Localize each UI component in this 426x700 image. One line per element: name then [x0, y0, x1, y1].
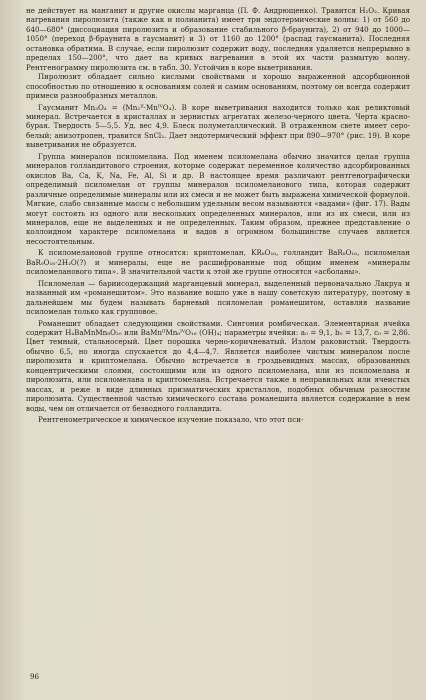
- page-number: 96: [30, 672, 40, 681]
- paragraph-psilomelane-group: Группа минералов псиломелана. Под именем псиломелана обычно значится целая группа минералов голландитового строения, которые содержат переменное количество адсорбированных окислов Ba, Ca, K, Na, Fe, Al, Si и др. В настоящее время различают рентгенографически определимый псиломелан от группы минералов псиломеланового типа, которая содержит различные определимые минералы или их смеси и не может быть выражена химической формулой. Мягкие, слабо связанные массы с небольшим удельным весом называются «вадами» (фиг. 17). Вады могут состоять из одного или нескольких определенных минералов, или из их смеси, или из минералов, еще не выделенных и не определенных. Таким образом, прежнее представление о коллоидном характере псиломелана и вадов в огромном большинстве случаев является несостоятельным.: [26, 151, 410, 246]
- paragraph-hausmannite: Гаусманит Mn₃O₄ = (Mn₂ᴵᴵ·MnᴵⱽO₄). В коре выветривания находится только как реликтовый минерал. Встречается в кристаллах и зернистых агрегатах железо-черного цвета. Черта красно-бурая. Твердость 5—5,5. Уд. вес 4,9. Блеск полуметаллический. В отраженном свете имеет серо-белый; анизотропен, травится SnCl₂. Дает эндотермический эффект при 890—970° (рис. 19). В коре выветривания не образуется.: [26, 102, 410, 150]
- paragraph-romanechite-properties: Романешит обладает следующими свойствами. Сингония ромбическая. Элементарная ячейка содержит H₄BaMnMn₈O₂₀ или BaMnᴵᴵMn₈ᴵⱽO₁₆ (OH)₄; параметры ячейки: a₀ = 9,1, b₀ = 13,7, c₀ = 2,86. Цвет темный, стальносерый. Цвет порошка черно-коричневатый. Излом раковистый. Твердость обычно 6,5, но иногда спускается до 4,4—4,7. Является наиболее чистым минералом после пиролюзита и криптомелана. Обычно встречается в гроздьевидных массах, образованных концентрическими слоями, состоящими или из одного псиломелана, или из псиломелана и пиролюзита, или псиломелана и криптомелана. Встречается также в неправильных или ячеистых массах, и реже в виде длинных призматических кристаллов, подобных обычным разностям пиролюзита. Существенной частью химического состава романешита является содержание в нем воды, чем он отличается от безводного голландита.: [26, 318, 410, 413]
- paragraph-pyrolusite-heating: не действует на манганит и другие окислы марганца (П. Ф. Андрющенко). Травится H₂O₂. Кривая нагревания пиролюзита (также как и полианита) имеет три эндотермические волны: 1) от 560 до 640—680° (диссоциация пиролюзита и образование стабильного β-браунита), 2) от 940 до 1000—1050° (переход β-браунита в гаусманит) и 3) от 1160 до 1200° (распад гаусманита). Последняя остановка обратима. В случае, если пиролюзит содержит воду, последняя удаляется непрерывно в пределах 150—200°, что дает на кривых нагревания в этой их части размытую волну. Рентгенограмму пиролюзита см. в табл. 30. Устойчив в коре выветривания.: [26, 6, 410, 72]
- paragraph-psilomelane-romanechite: Псиломелан — бариисодержащий марганцевый минерал, выделенный первоначально Лакруа и названный им «романешитом». Это название вошло уже в нашу советскую литературу, поэтому в дальнейшем мы будем называть барневый псиломелан романешитом, оставляя название псиломелан только как групповое.: [26, 278, 410, 317]
- paragraph-psilomelane-members: К псиломелановой группе относятся: криптомелан, KR₈O₁₆, голландит BaR₈O₁₆, псиломелан BaR₉O₁₈·2H₂O(?) и минералы, еще не расшифрованные под общим именем «минералы псиломеланового типа». В значительной части к этой же группе относятся «асболаны».: [26, 248, 410, 277]
- paragraph-xray-study: Рентгенометрическое и химическое изучение показало, что этот пси-: [38, 415, 304, 425]
- paragraph-pyrolusite-properties: Пиролюзит обладает сильно кислыми свойствами и хорошо выраженной адсорбционной способностью по отношению к основаниям солей и самим основаниям, поэтому он всегда содержит примеси разнообразных металлов.: [26, 72, 410, 101]
